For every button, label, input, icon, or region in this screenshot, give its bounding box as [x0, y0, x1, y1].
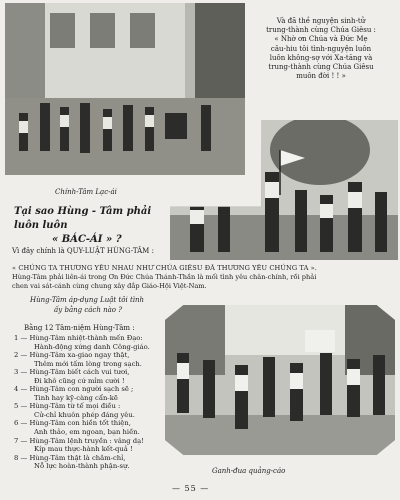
page-number: — 55 —	[172, 484, 210, 493]
list-item: 4 — Hùng-Tâm con người sạch sẽ ;	[14, 385, 134, 394]
text-line: câu-hiu tôi tình-nguyện luôn	[270, 44, 372, 53]
list-item: 6 — Hùng-Tâm con hiền tốt thiện,	[14, 419, 131, 428]
italic-question	[30, 296, 150, 315]
list-item-continuation: Anh thảo, em ngoan, bạn hiền.	[34, 428, 140, 437]
photo-caption: Ganh-đua quảng-cáo	[212, 467, 286, 475]
list-item-continuation: Nỗ lực hoàn-thành phận-sự.	[34, 462, 130, 471]
quote-line: « CHÚNG TA THƯƠNG YÊU NHAU NHƯ CHÚA GIÊSU ĐÃ THƯƠNG YÊU CHÚNG TA ».	[12, 264, 317, 272]
list-item-continuation: Đi khô cũng cứ mỉm cười !	[34, 376, 125, 385]
list-item: 8 — Hùng-Tâm thật là chăm-chỉ,	[14, 453, 126, 462]
intro-text: Vì đây chính là QUY-LUẬT HÙNG-TÂM :	[12, 247, 154, 255]
list-item-continuation: Cử-chỉ khuôn phép đáng yêu.	[34, 410, 135, 419]
precepts-list	[14, 334, 164, 471]
text-line: muôn đời ! ! »	[296, 72, 346, 81]
text-line: « Nhờ ơn Chúa và Đức Mẹ	[274, 35, 368, 44]
question-line: ấy bằng cách nào ?	[54, 305, 122, 314]
list-item: 7 — Hùng-Tâm lệnh truyền : vâng dạ!	[14, 436, 144, 445]
list-item-continuation: Kíp mau thực-hành kết-quả !	[34, 445, 133, 454]
quote-line: chen vai sát-cánh cùng chung xây đắp Giáo-Hội Việt-Nam.	[12, 282, 207, 290]
list-item: 5 — Hùng-Tâm từ tế mọi điều :	[14, 402, 121, 411]
text-line: luôn không-sợ với Xa-tăng và	[269, 53, 373, 62]
top-right-text	[251, 17, 391, 81]
quote-block	[12, 264, 394, 291]
photo-performance-group	[165, 305, 395, 455]
section-heading	[14, 205, 174, 247]
quote-line: Hùng-Tâm phải liên-ái trong Ơn Đức Chúa Thánh-Thần là mối tình yêu chân-chính, rồi phải	[12, 273, 317, 281]
text-line: Và đã thề nguyện sinh-tử	[276, 17, 366, 25]
heading-line: Tại sao Hùng - Tâm phải luôn luôn	[14, 206, 152, 231]
list-heading: Bằng 12 Tâm-niệm Hùng-Tâm :	[24, 324, 135, 332]
list-item-continuation: Hành-động xứng danh Công-giáo.	[34, 342, 150, 351]
photo-caption: Chính-Tâm Lạc-ái	[55, 188, 117, 196]
list-item-continuation: Thêm mới tấm lòng trong sạch.	[34, 359, 142, 368]
photo-street-group	[5, 3, 245, 175]
heading-line: « BÁC-ÁI » ?	[52, 234, 122, 245]
list-item-continuation: Tinh hay kỹ-càng cẩn-kẽ	[34, 393, 118, 402]
text-line: trung-thành cùng Chúa Giêsu :	[266, 26, 376, 35]
list-item: 2 — Hùng-Tâm xa-giao ngay thật,	[14, 351, 130, 360]
list-item: 3 — Hùng-Tâm biết cách vui tươi,	[14, 368, 130, 377]
text-line: trung-thành cùng Chúa Giêsu	[268, 63, 374, 72]
question-line: Hùng-Tâm áp-dụng Luật tôi tình	[30, 296, 145, 304]
list-item: 1 — Hùng-Tâm nhiệt-thành mến Đạo:	[14, 334, 143, 342]
